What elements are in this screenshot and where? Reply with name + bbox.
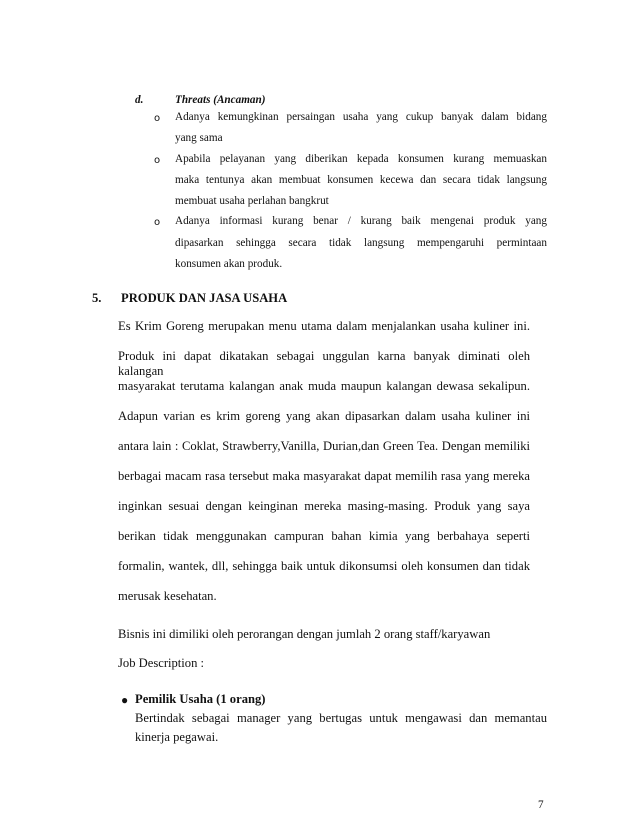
ownership-text: Bisnis ini dimiliki oleh perorangan dengan jumlah 2 orang staff/karyawan	[118, 627, 491, 641]
job-description-label: Job Description :	[118, 656, 205, 670]
paragraph-line-7: inginkan sesuai dengan keinginan mereka masing-masing. Produk yang saya	[118, 499, 530, 513]
paragraph-line-8: berikan tidak menggunakan campuran bahan kimia yang berbahaya seperti	[118, 529, 530, 543]
threat-bullet-3: o	[154, 217, 161, 228]
threats-title: Threats (Ancaman)	[175, 94, 266, 106]
threat-2-line-1: Apabila pelayanan yang diberikan kepada konsumen kurang memuaskan	[175, 153, 547, 165]
threat-bullet-2: o	[154, 155, 161, 166]
job-title: Pemilik Usaha (1 orang)	[135, 692, 266, 706]
bullet-disc-icon: ●	[121, 693, 129, 707]
paragraph-line-2: Produk ini dapat dikatakan sebagai unggulan karna banyak diminati oleh kalangan	[118, 349, 530, 378]
paragraph-line-10: merusak kesehatan.	[118, 589, 217, 603]
threats-letter: d.	[135, 94, 144, 106]
threat-1-line-2: yang sama	[175, 132, 223, 144]
threat-2-line-3: membuat usaha perlahan bangkrut	[175, 195, 329, 207]
page-number: 7	[538, 799, 544, 811]
threat-3-line-3: konsumen akan produk.	[175, 258, 283, 270]
section-number: 5.	[92, 291, 102, 305]
section-title: PRODUK DAN JASA USAHA	[121, 291, 288, 305]
threat-1-line-1: Adanya kemungkinan persaingan usaha yang cukup banyak dalam bidang	[175, 111, 547, 123]
paragraph-line-9: formalin, wantek, dll, sehingga baik untuk dikonsumsi oleh konsumen dan tidak	[118, 559, 530, 573]
job-desc-line-1: Bertindak sebagai manager yang bertugas untuk mengawasi dan memantau	[135, 711, 547, 725]
threat-bullet-1: o	[154, 113, 161, 124]
threat-3-line-2: dipasarkan sehingga secara tidak langsung mempengaruhi permintaan	[175, 237, 547, 249]
paragraph-line-4: Adapun varian es krim goreng yang akan dipasarkan dalam usaha kuliner ini	[118, 409, 530, 423]
threat-2-line-2: maka tentunya akan membuat konsumen kecewa dan secara tidak langsung	[175, 174, 547, 186]
threat-3-line-1: Adanya informasi kurang benar / kurang baik mengenai produk yang	[175, 215, 547, 227]
job-desc-line-2: kinerja pegawai.	[135, 730, 219, 744]
paragraph-line-5: antara lain : Coklat, Strawberry,Vanilla, Durian,dan Green Tea. Dengan memiliki	[118, 439, 530, 453]
paragraph-line-1: Es Krim Goreng merupakan menu utama dalam menjalankan usaha kuliner ini.	[118, 319, 530, 333]
paragraph-line-6: berbagai macam rasa tersebut maka masyarakat dapat memilih rasa yang mereka	[118, 469, 530, 483]
paragraph-line-3: masyarakat terutama kalangan anak muda maupun kalangan dewasa sekalipun.	[118, 379, 530, 393]
